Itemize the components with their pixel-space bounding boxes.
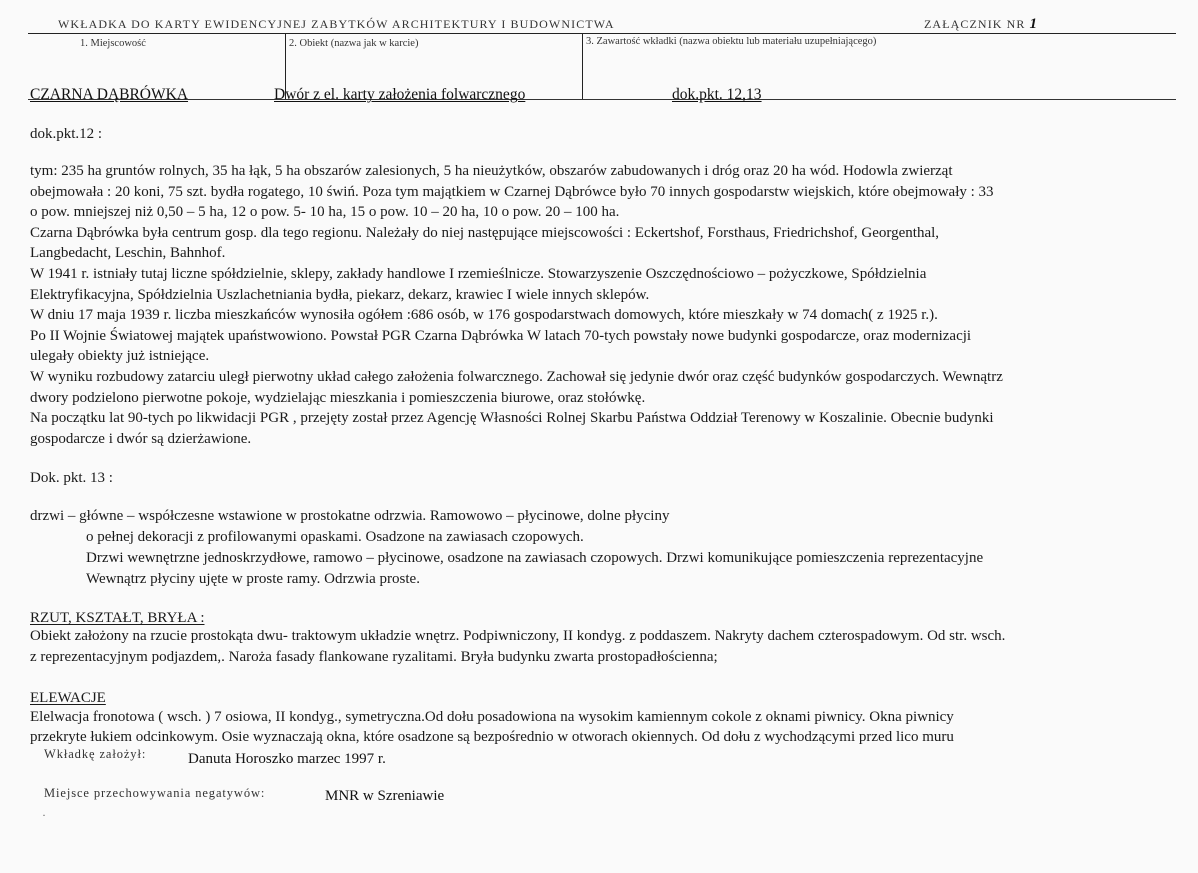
rzut-heading: RZUT, KSZTAŁT, BRYŁA : [30,610,205,626]
negatives-label: Miejsce przechowywania negatywów: [44,786,266,800]
pkt12-line: Langbedacht, Leschin, Bahnhof. [30,245,226,262]
pkt12-heading: dok.pkt.12 : [30,126,103,142]
elewacje-heading: ELEWACJE [30,690,106,706]
annex-label [924,16,1038,33]
elewacje-paragraph [30,707,1180,747]
author-label: Wkładkę założył: [44,747,147,761]
field-3-label: 3. Zawartość wkładki (nazwa obiektu lub materiału uzupełniającego) [586,36,877,47]
pkt12-line: tym: 235 ha gruntów rolnych, 35 ha łąk, 5 ha obszarów zalesionych, 5 ha nieużytków, obszarów zabudowanych i dróg oraz 20 ha wód. Hodowla zwierząt [30,163,953,179]
pkt12-line: Elektryfikacyjna, Spółdzielnia Uszlachetniania bydła, piekarz, dekarz, krawiec I wiele innych sklepów. [30,286,650,303]
field-1-value: CZARNA DĄBRÓWKA [30,86,189,103]
pkt12-line: obejmowała : 20 koni, 75 szt. bydła rogatego, 10 świń. Poza tym majątkiem w Czarnej Dąbrówce było 70 innych gospodarstw wiejskich, które obejmowały : 33 [30,183,994,200]
pkt12-line: W wyniku rozbudowy zatarciu uległ pierwotny układ całego założenia folwarcznego. Zachował się jedynie dwór oraz część budynków gospodarczych. Wewnątrz [30,368,1003,385]
rzut-line: z reprezentacyjnym podjazdem,. Naroża fasady flankowane ryzalitami. Bryła budynku zwarta prostopadłościenna; [30,649,718,665]
annex-number: 1 [1029,16,1039,32]
pkt12-line: o pow. mniejszej niż 0,50 – 5 ha, 12 o pow. 5- 10 ha, 15 o pow. 10 – 20 ha, 10 o pow. 20 – 100 ha. [30,204,620,221]
form-title: WKŁADKA DO KARTY EWIDENCYJNEJ ZABYTKÓW ARCHITEKTURY I BUDOWNICTWA [58,17,615,31]
pkt13-heading: Dok. pkt. 13 : [30,470,113,486]
pkt12-line: W dniu 17 maja 1939 r. liczba mieszkańców wynosiła ogółem :686 osób, w 176 gospodarstwach domowych, które mieszkały w 74 domach( z 1925 r.). [30,307,938,324]
field-1-label: 1. Miejscowość [80,38,146,49]
field-3-value: dok.pkt. 12,13 [672,86,762,103]
elewacje-line: przekryte łukiem odcinkowym. Osie wyznaczają okna, które osadzone są bezpośrednio w otworach okiennych. Od dołu z wychodzącymi przed lico muru [30,729,954,745]
pkt12-line: Po II Wojnie Światowej majątek upaństwowiono. Powstał PGR Czarna Dąbrówka W latach 70-tych powstały nowe budynki gospodarcze, oraz modernizacji [30,327,972,344]
pkt12-line: dwory podzielono pierwotne pokoje, wydzielając mieszkania i pomieszczenia biurowe, oraz stołówkę. [30,389,646,406]
pkt13-line: drzwi – główne – współczesne wstawione w prostokatne odrzwia. Ramowowo – płycinowe, dolne płyciny [30,508,670,524]
elewacje-line: Elelwacja fronotowa ( wsch. ) 7 osiowa, II kondyg., symetryczna.Od dołu posadowiona na wysokim kamiennym cokole z oknami piwnicy. Okna piwnicy [30,709,954,725]
pkt13-line: Drzwi wewnętrzne jednoskrzydłowe, ramowo – płycinowe, osadzone na zawiasach czopowych. Drzwi komunikujące pomieszczenia reprezentacyjne [86,550,984,566]
scan-mark: · [42,808,46,822]
rzut-paragraph [30,626,1180,668]
pkt13-line: Wewnątrz płyciny ujęte w proste ramy. Odrzwia proste. [86,571,420,587]
annex-label-text: ZAŁĄCZNIK NR [924,17,1026,31]
pkt13-paragraph [30,506,1180,590]
pkt12-line: W 1941 r. istniały tutaj liczne spółdzielnie, sklepy, zakłady handlowe I rzemieślnicze. Stowarzyszenie Oszczędnościowo – pożyczkowe, Spółdzielnia [30,265,927,282]
header-top-rule [28,33,1176,34]
pkt13-line: o pełnej dekoracji z profilowanymi opaskami. Osadzone na zawiasach czopowych. [86,529,584,545]
pkt12-line: Na początku lat 90-tych po likwidacji PGR , przejęty został przez Agencję Własności Rolnej Skarbu Państwa Oddział Terenowy w Koszalinie. Obecnie budynki [30,410,994,427]
negatives-value: MNR w Szreniawie [325,788,445,804]
field-2-value: Dwór z el. karty założenia folwarcznego [274,86,526,103]
author-value: Danuta Horoszko marzec 1997 r. [188,751,386,767]
pkt12-line: Czarna Dąbrówka była centrum gosp. dla tego regionu. Należały do niej następujące miejscowości : Eckertshof, Forsthaus, Friedrichshof, Georgenthal, [30,224,940,241]
pkt12-line: gospodarcze i dwór są dzierżawione. [30,430,252,447]
field-divider-2 [582,33,583,99]
pkt12-line: ulegały obiekty już istniejące. [30,348,210,365]
header-bottom-rule [28,99,1176,100]
rzut-line: Obiekt założony na rzucie prostokąta dwu- traktowym układzie wnętrz. Podpiwniczony, II kondyg. z poddaszem. Nakryty dachem czterospadowym. Od str. wsch. [30,628,1006,644]
field-2-label: 2. Obiekt (nazwa jak w karcie) [289,38,419,49]
pkt12-paragraph [30,161,1180,449]
